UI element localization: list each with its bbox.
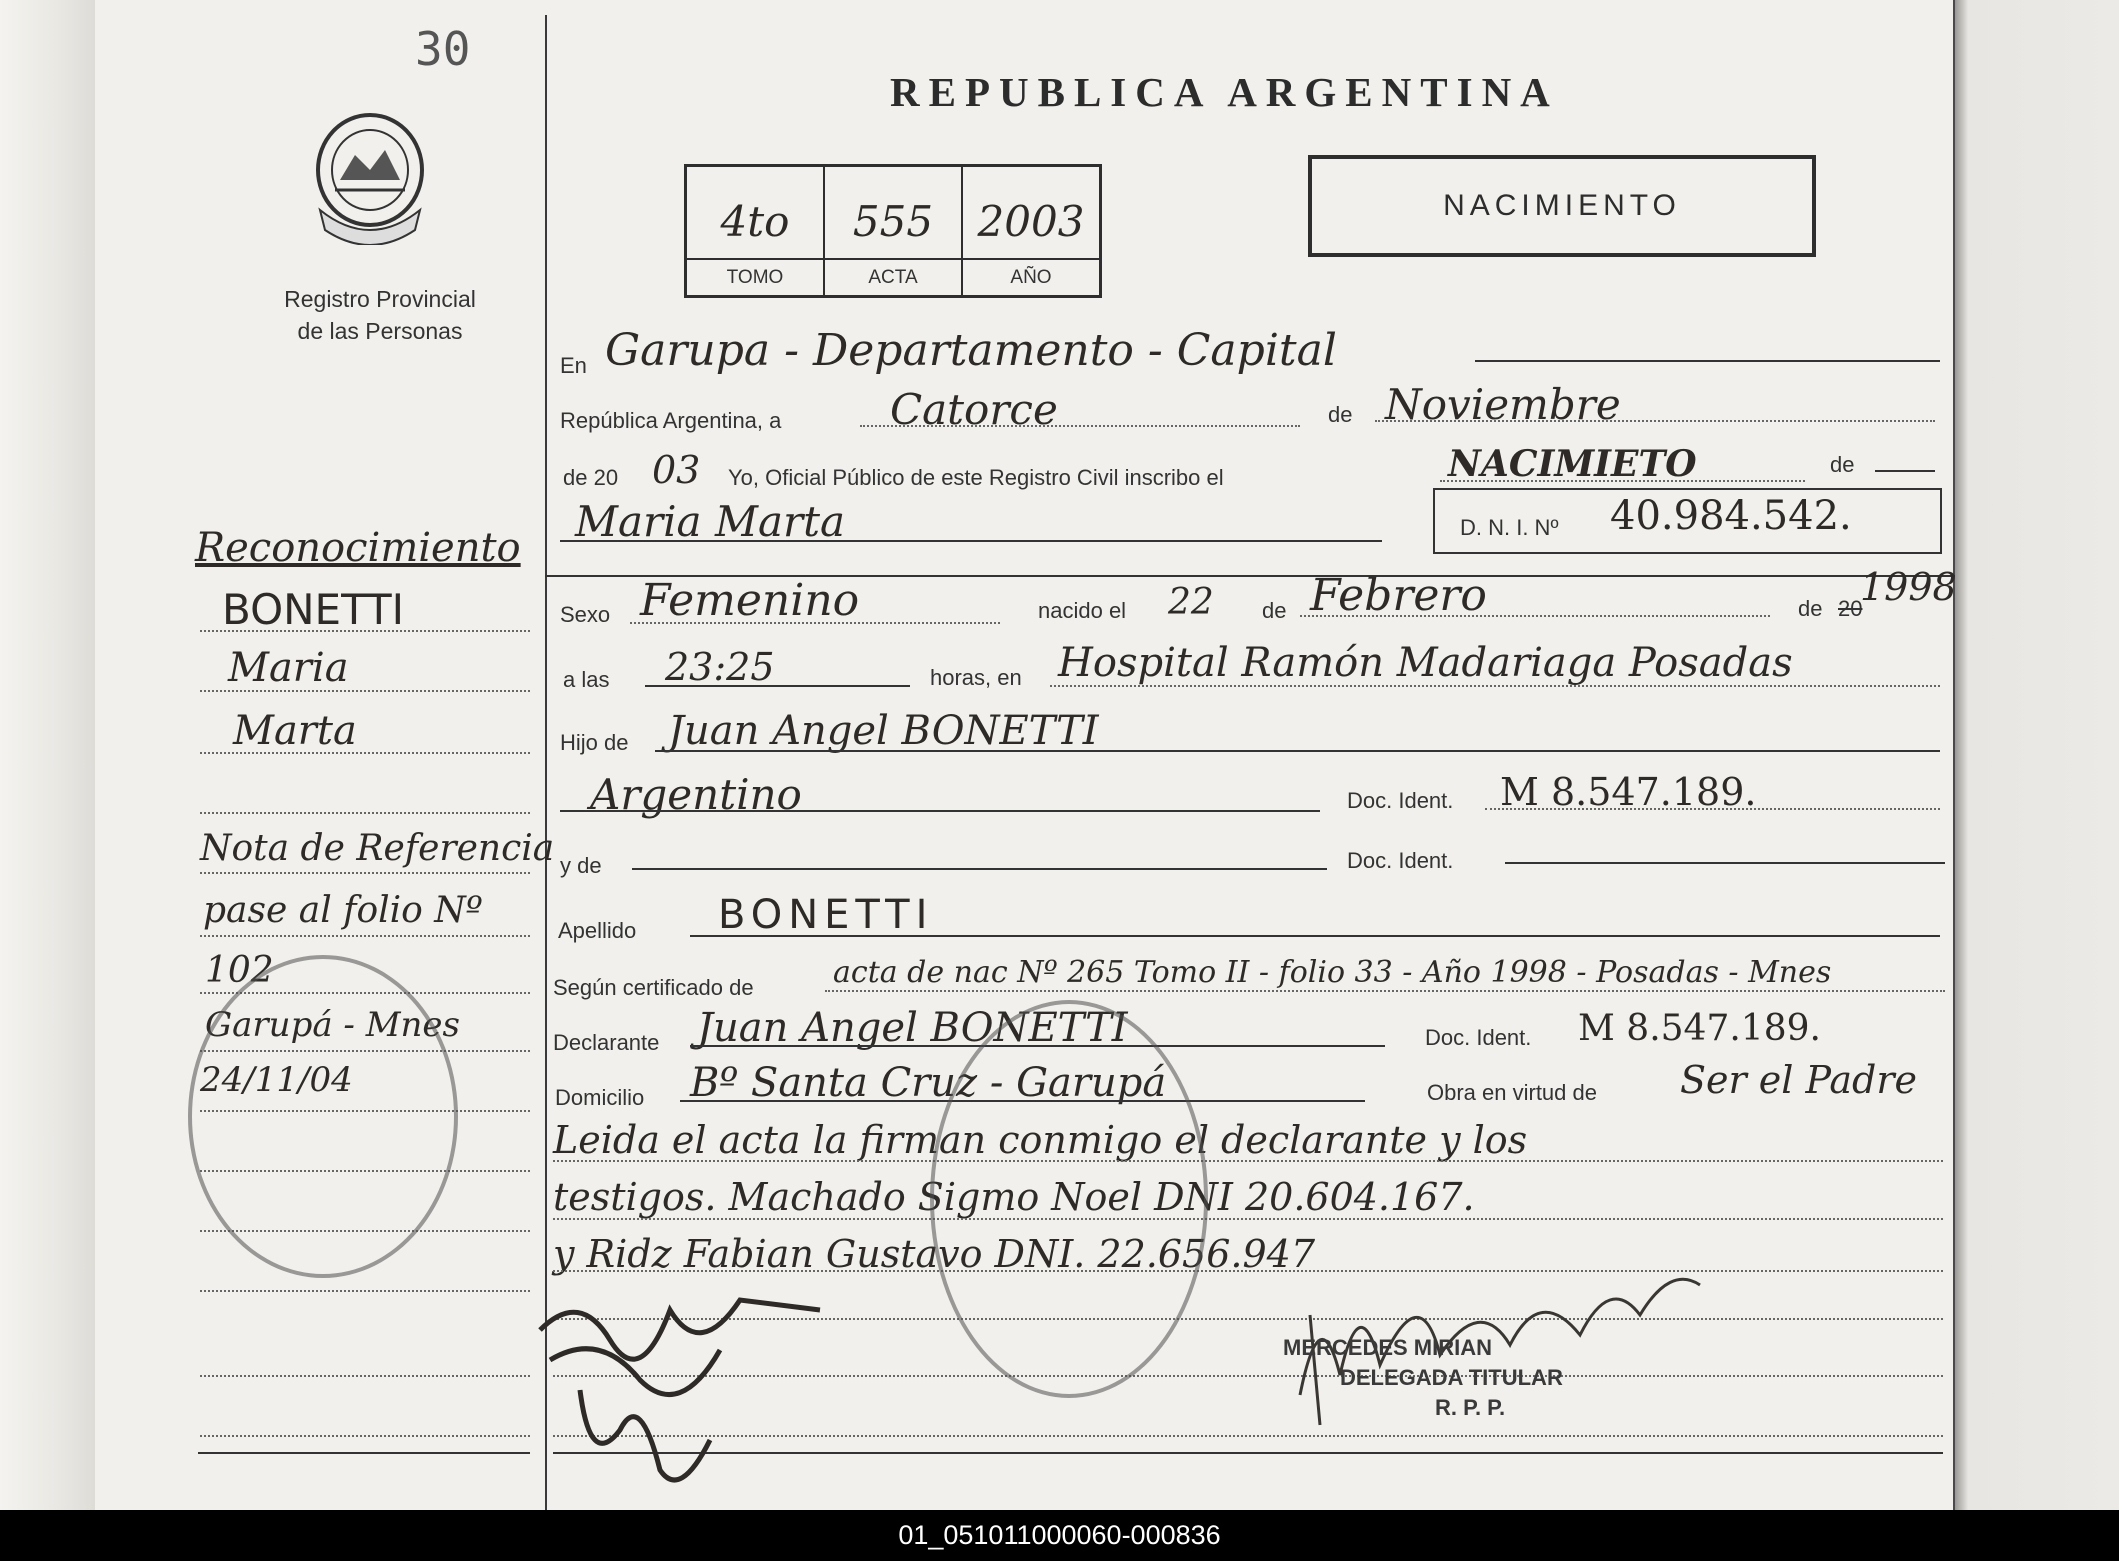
margin-surname: BONETTI (222, 585, 405, 634)
label-segun: Según certificado de (553, 975, 754, 1000)
label-apellido: Apellido (558, 918, 637, 943)
label-nacido: nacido el (1038, 598, 1127, 623)
line-sexo (630, 622, 1000, 624)
label-hijo: Hijo de (560, 730, 629, 755)
anio-label: AÑO (963, 258, 1099, 295)
line-name (560, 540, 1382, 542)
margin-line (200, 812, 530, 814)
value-place: Hospital Ramón Madariaga Posadas (1058, 640, 1793, 686)
line-father (655, 750, 1940, 752)
value-lugar: Garupa - Departamento - Capital (605, 325, 1337, 376)
value-time: 23:25 (665, 645, 775, 689)
value-year: 03 (652, 448, 701, 492)
margin-bottom-rule (198, 1452, 530, 1454)
line-mother-doc (1505, 862, 1945, 864)
value-father: Juan Angel BONETTI (668, 708, 1099, 754)
value-domicilio: Bº Santa Cruz - Garupá (690, 1060, 1167, 1106)
anio-cell (963, 167, 1099, 295)
value-sexo: Femenino (640, 575, 860, 626)
act-type-box: NACIMIENTO (1308, 155, 1816, 257)
value-name: Maria Marta (575, 497, 845, 546)
margin-nota-4: Garupá - Mnes (205, 1005, 460, 1045)
label-republica: República Argentina, a (560, 408, 782, 433)
line-father-doc (1485, 808, 1940, 810)
line-time (645, 685, 910, 687)
margin-line (200, 935, 530, 937)
label-horas: horas, en (930, 665, 1022, 690)
officer-title-stamp: DELEGADA TITULAR (1340, 1365, 1563, 1390)
line-segun (825, 990, 1945, 992)
value-inscribo: NACIMIETO (1448, 443, 1697, 485)
margin-nota-3: 102 (205, 950, 274, 991)
margin-given-2: Marta (233, 708, 357, 754)
image-id-caption: 01_051011000060-000836 (0, 1510, 2119, 1561)
province-seal-icon (305, 110, 435, 245)
value-apellido: BONETTI (718, 892, 934, 938)
line-birth-month (1300, 615, 1770, 617)
margin-nota-5: 24/11/04 (200, 1060, 353, 1100)
value-declarante: Juan Angel BONETTI (697, 1005, 1128, 1051)
value-segun: acta de nac Nº 265 Tomo II - folio 33 - Año 1998 - Posadas - Mnes (833, 955, 1832, 990)
page-border (1953, 0, 1955, 1510)
line-leida-1 (553, 1160, 1943, 1162)
line-place (1050, 685, 1940, 687)
anio-value: 2003 (977, 197, 1085, 246)
value-dni: 40.984.542. (1610, 493, 1852, 539)
label-year-prefix: de 20 (563, 465, 619, 490)
label-doc-ident-2: Doc. Ident. (1347, 848, 1454, 873)
value-obra: Ser el Padre (1680, 1058, 1917, 1102)
margin-line (200, 690, 530, 692)
label-yo: Yo, Oficial Público de este Registro Civil inscribo el (728, 465, 1224, 490)
agency-name (210, 283, 550, 347)
line-nationality (560, 810, 1320, 812)
label-de-3: de (1262, 598, 1287, 623)
label-de: de (1328, 402, 1353, 427)
margin-line (200, 752, 530, 754)
value-birth-day: 22 (1168, 582, 1214, 623)
acta-label: ACTA (825, 258, 961, 295)
line-mother (632, 868, 1327, 870)
margin-nota-1: Nota de Referencia (200, 828, 555, 869)
label-a-las: a las (563, 667, 610, 692)
label-sexo: Sexo (560, 602, 611, 627)
registry-index-box (684, 164, 1102, 298)
line-de (1875, 470, 1935, 472)
value-birth-month: Febrero (1310, 570, 1487, 621)
registry-stamp-center (930, 1000, 1208, 1398)
signature-declarante-icon (520, 1270, 860, 1505)
officer-office-stamp: R. P. P. (1435, 1395, 1506, 1420)
margin-line (200, 1435, 530, 1437)
line-month (1375, 420, 1935, 422)
agency-line-2: de las Personas (297, 318, 463, 344)
officer-name-stamp: MERCEDES MIRIAN (1283, 1335, 1493, 1360)
line-en (1475, 360, 1940, 362)
value-leida-1: Leida el acta la firman conmigo el declarante y los (553, 1118, 1528, 1162)
margin-nota-2: pase al folio Nº (203, 890, 483, 931)
tomo-cell (687, 167, 825, 295)
label-domicilio: Domicilio (555, 1085, 645, 1110)
country-title: REPUBLICA ARGENTINA (890, 69, 1559, 115)
line-day (860, 425, 1300, 427)
agency-line-1: Registro Provincial (284, 286, 476, 312)
acta-value: 555 (852, 197, 934, 246)
line-leida-2 (553, 1218, 1943, 1220)
margin-line (200, 1375, 530, 1377)
label-en: En (560, 353, 587, 378)
label-doc-ident-3: Doc. Ident. (1425, 1025, 1532, 1050)
line-apellido (690, 935, 1940, 937)
value-father-doc: M 8.547.189. (1500, 770, 1757, 814)
label-obra: Obra en virtud de (1427, 1080, 1597, 1105)
book-binding-edge (1955, 0, 2119, 1510)
label-y-de: y de (560, 853, 602, 878)
label-dni: D. N. I. Nº (1460, 515, 1559, 540)
line-inscribo (1440, 480, 1805, 482)
registry-stamp-left (188, 955, 458, 1278)
margin-reconocimiento: Reconocimiento (195, 525, 521, 571)
value-day: Catorce (890, 385, 1058, 434)
value-birth-year: 1998 (1860, 565, 1957, 609)
tomo-label: TOMO (687, 258, 823, 295)
margin-given-1: Maria (228, 645, 349, 691)
page-number: 30 (415, 22, 471, 76)
value-father-nationality: Argentino (590, 770, 802, 819)
margin-line (200, 630, 530, 632)
label-de-2: de (1830, 452, 1855, 477)
label-doc-ident: Doc. Ident. (1347, 788, 1454, 813)
value-leida-3: y Ridz Fabian Gustavo DNI. 22.656.947 (553, 1232, 1316, 1276)
printed-year-20: 20 (1838, 596, 1863, 621)
label-de-4: de (1798, 596, 1823, 621)
acta-cell (825, 167, 963, 295)
value-leida-2: testigos. Machado Sigmo Noel DNI 20.604.167. (553, 1175, 1475, 1219)
margin-line (200, 872, 530, 874)
margin-line (200, 1290, 530, 1292)
value-declarante-doc: M 8.547.189. (1578, 1008, 1821, 1049)
value-month: Noviembre (1385, 380, 1621, 429)
label-declarante: Declarante (553, 1030, 660, 1055)
page-stack-edge (0, 0, 96, 1510)
tomo-value: 4to (720, 197, 790, 246)
